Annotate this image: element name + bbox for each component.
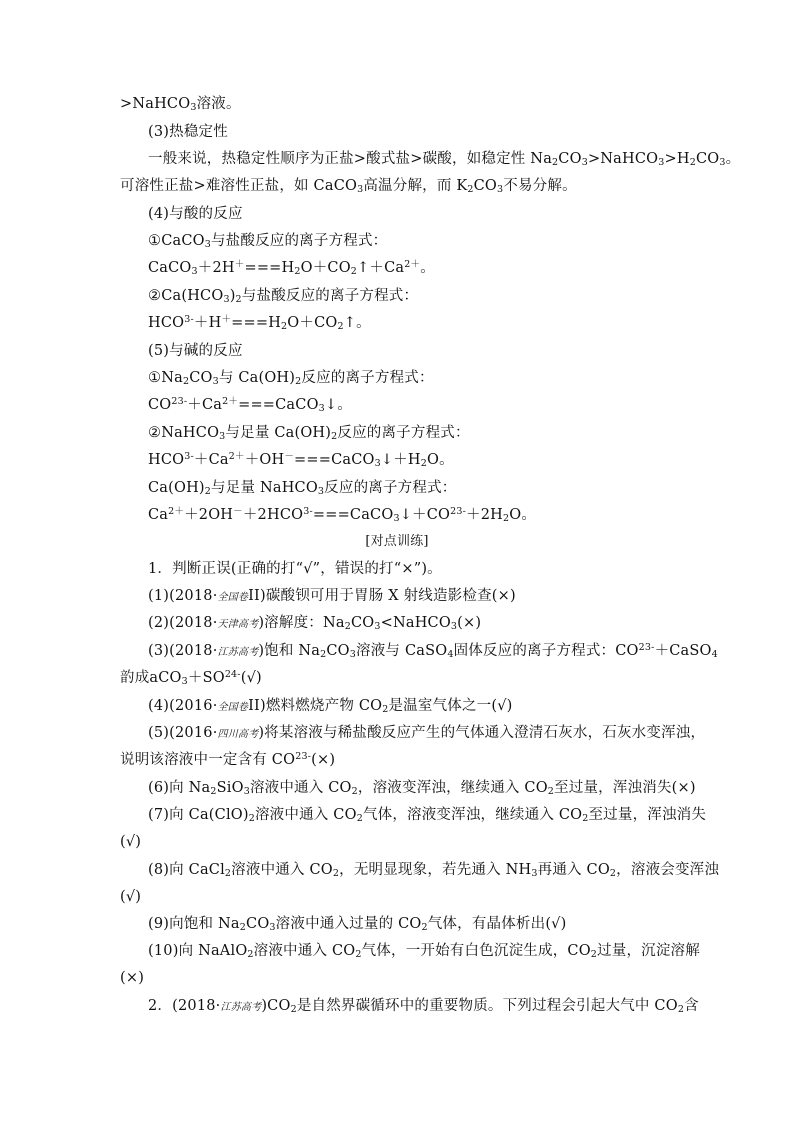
question-item-continued: (√) [120,889,142,905]
question-item: (10)向 NaAlO$_2$溶液中通入 $CO_2$气体，一开始有白色沉淀生成，$CO_2$过量，沉淀溶解 [148,943,700,960]
question-item: (7)向 $Ca(ClO)_2$溶液中通入 $CO_2$气体，溶液变浑浊，继续通入 $CO_2$至过量，浑浊消失 [148,807,707,824]
question-item: (2)(2018·天津高考)溶解度：$Na_2CO_3<NaHCO_3(\times)$ [148,615,482,632]
question-item: (5)(2016·四川高考)将某溶液与稀盐酸反应产生的气体通入澄清石灰水，石灰水变浑浊， [148,725,706,741]
text-line: $①Na_2CO_3$与 $Ca(OH)_2$反应的离子方程式： [148,370,434,387]
equation-line: $HCO^{3-}+H^+===H_2O+CO_2↑$。 [148,314,371,332]
equation-line: $Ca^{2+}+2OH^-+2HCO^{3-}===CaCO_3↓+CO^{23-}+2H_2O$。 [148,506,537,524]
equation-line: $CO^{23-}+Ca^{2+}===CaCO_3↓$。 [148,396,352,414]
text-line: 可溶性正盐>难溶性正盐，如 CaCO$_3$高温分解，而 $K_2CO_3$不易分解。 [120,178,577,195]
question-item: (3)(2018·江苏高考)饱和 $Na_2CO_3$溶液与 CaSO$_4$固体反应的离子方程式：$CO^{23-}+CaSO_4$ [148,642,718,660]
section-heading-thermal-stability: (3)热稳定性 [148,124,228,140]
question-1-stem: 1．判断正误(正确的打“√”，错误的打“×”)。 [148,561,442,577]
question-item-continued: (√) [120,834,142,850]
equation-line: $HCO^{3-}+Ca^{2+}+OH^-===CaCO_3↓+H_2O$。 [148,451,454,469]
question-item: (9)向饱和 $Na_2CO_3$溶液中通入过量的 $CO_2$气体，有晶体析出(√) [148,916,567,933]
text-line: ①CaCO$_3$与盐酸反应的离子方程式： [148,233,388,250]
question-item: (1)(2018·全国卷II)碳酸钡可用于胃肠 X 射线造影检查(×) [148,588,516,604]
text-line: $Ca(OH)_2$与足量 NaHCO$_3$反应的离子方程式： [148,480,457,497]
question-item-continued: 䪨成$aCO_3+SO^{24-}(√)$ [120,669,262,687]
equation-line: $CaCO_3+2H^+===H_2O+CO_2↑+Ca^{2+}$。 [148,259,435,277]
text-line: 一般来说，热稳定性顺序为正盐>酸式盐>碳酸，如稳定性 $Na_2CO_3>NaHCO_3>H_2CO_3$。 [148,151,741,168]
question-item-continued: 说明该溶液中一定含有 $CO^{23-}(\times)$ [120,751,336,768]
question-2-stem: 2．(2018·江苏高考)$CO_2$是自然界碳循环中的重要物质。下列过程会引起大气中 $CO_2$含 [148,998,699,1015]
question-item: (6)向 $Na_2SiO_3$溶液中通入 $CO_2$，溶液变浑浊，继续通入 $CO_2$至过量，浑浊消失(×) [148,780,696,797]
question-item: (4)(2016·全国卷II)燃料燃烧产物 $CO_2$是温室气体之一(√) [148,698,513,715]
text-line: ②NaHCO$_3$与足量 $Ca(OH)_2$反应的离子方程式： [148,425,470,442]
section-heading-base-reaction: (5)与碱的反应 [148,343,243,359]
text-line: >NaHCO$_3$溶液。 [120,96,241,113]
question-item: (8)向 CaCl$_2$溶液中通入 $CO_2$，无明显现象，若先通入 $NH_3$再通入 $CO_2$，溶液会变浑浊 [148,862,720,879]
practice-section-title: [对点训练] [365,534,429,549]
section-heading-acid-reaction: (4)与酸的反应 [148,206,243,222]
question-item-continued: (×) [120,970,145,986]
text-line: $②Ca(HCO_3)_2$与盐酸反应的离子方程式： [148,288,419,305]
